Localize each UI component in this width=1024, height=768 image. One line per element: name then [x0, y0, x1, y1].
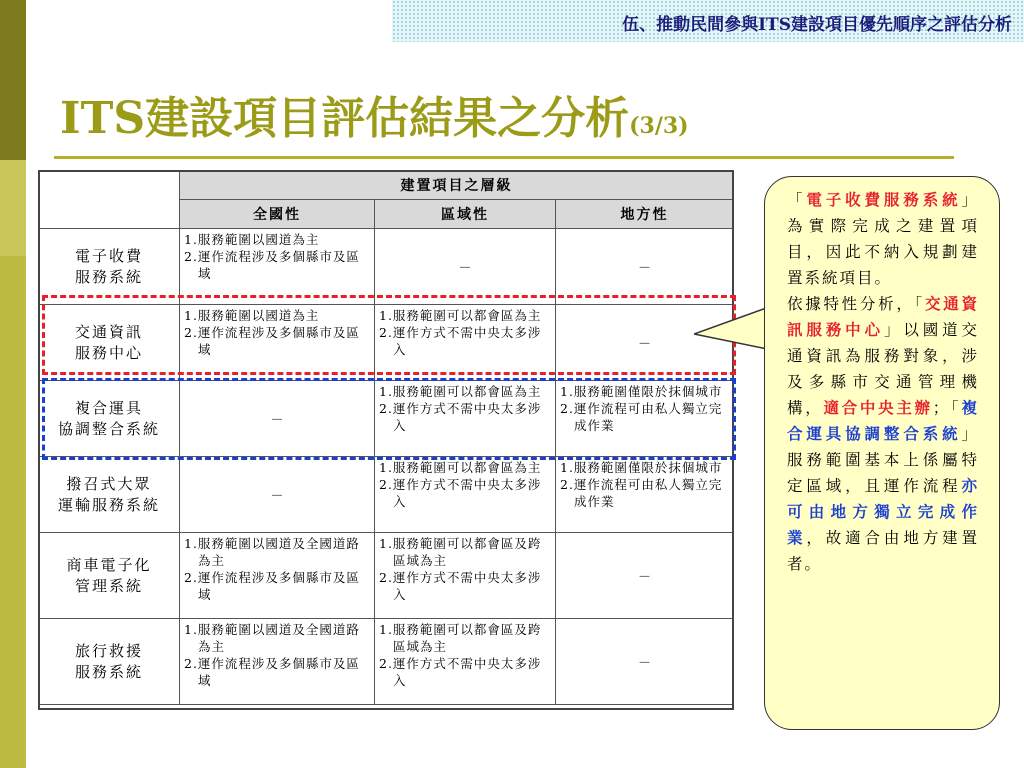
callout-highlight-red: 交通資訊服務中心: [787, 294, 979, 339]
red-highlight-box: [42, 295, 736, 375]
row-name: [39, 229, 180, 305]
column-header-regional: 區域性: [375, 200, 556, 229]
row-name: [39, 619, 180, 705]
section-header-text: 伍、推動民間參與ITS建設項目優先順序之評估分析: [622, 15, 1012, 35]
table-row: [39, 457, 734, 533]
cell-national: －: [180, 457, 375, 533]
cell-item: 1.服務範圍可以都會區為主: [379, 384, 542, 399]
row-name-line: 電子收費: [74, 246, 143, 265]
blue-highlight-box: [42, 378, 736, 460]
cell-item: 2.運作流程涉及多個縣市及區域: [184, 325, 360, 357]
title-underline: [54, 156, 954, 159]
cell-item: 2.運作流程涉及多個縣市及區域: [184, 249, 360, 281]
table-row: [39, 229, 734, 305]
row-name-line: 交通資訊: [74, 322, 143, 341]
cell-item: 1.服務範圍僅限於抹個城市: [560, 384, 723, 399]
row-name-line: 商車電子化: [66, 555, 152, 574]
cell-item: 2.運作流程涉及多個縣市及區域: [184, 656, 360, 688]
cell-item: 2.運作流程涉及多個縣市及區域: [184, 570, 360, 602]
row-name-line: 服務中心: [74, 343, 143, 362]
group-header: 建置項目之層級: [180, 171, 734, 200]
cell-item: 2.運作方式不需中央太多涉入: [379, 477, 542, 509]
callout-highlight-blue: 亦可由地方獨立完成作業: [787, 476, 979, 547]
callout-text: 」為實際完成之建置項目，因此不納入規劃建置系統項目。: [787, 191, 979, 287]
table-header-row: [39, 171, 734, 200]
cell-national: [180, 533, 375, 619]
cell-local: －: [556, 619, 734, 705]
callout-text: 依據特性分析，「: [787, 295, 926, 313]
row-name-line: 協調整合系統: [57, 419, 160, 438]
left-decor-block-mid: [0, 160, 26, 256]
callout-highlight-red: 電子收費服務系統: [806, 190, 962, 209]
left-decor-bar: [0, 0, 26, 768]
table-row: [39, 619, 734, 705]
callout-pointer: [694, 296, 774, 366]
callout-text: ；「: [932, 399, 962, 417]
row-name-line: 撥召式大眾: [66, 474, 152, 493]
column-header-local: 地方性: [556, 200, 734, 229]
callout-paragraph-2: [787, 291, 979, 577]
table-corner-cell: [39, 171, 180, 229]
cell-national: [180, 619, 375, 705]
callout-text: ，故適合由地方建置者。: [787, 529, 979, 573]
callout-paragraph-1: [787, 187, 979, 291]
slide-title: [60, 82, 689, 146]
callout-text: 」服務範圍基本上係屬特定區域，且運作流程: [787, 425, 979, 495]
analysis-callout: [764, 176, 1000, 730]
cell-item: 1.服務範圍以國道及全國道路為主: [184, 622, 360, 654]
cell-item: 2.運作方式不需中央太多涉入: [379, 570, 542, 602]
cell-regional: [375, 533, 556, 619]
callout-highlight-red: 適合中央主辦: [823, 398, 933, 417]
cell-regional: [375, 619, 556, 705]
slide-title-main: ITS建設項目評估結果之分析: [60, 93, 630, 144]
cell-item: 1.服務範圍可以都會區為主: [379, 460, 542, 475]
cell-item: 1.服務範圍可以都會區及跨區域為主: [379, 536, 542, 568]
callout-text: 「: [787, 191, 807, 209]
cell-item: 1.服務範圍可以都會區及跨區域為主: [379, 622, 542, 654]
cell-item: 1.服務範圍以國道為主: [184, 232, 320, 247]
callout-highlight-blue: 複合運具協調整合系統: [787, 398, 979, 443]
cell-item: 1.服務範圍以國道及全國道路為主: [184, 536, 360, 568]
cell-local: －: [556, 305, 734, 381]
cell-item: 1.服務範圍以國道為主: [184, 308, 320, 323]
left-decor-block-light: [0, 256, 26, 768]
slide-title-suffix: (3/3): [629, 113, 689, 139]
cell-local: [556, 457, 734, 533]
section-header: [392, 0, 1024, 42]
row-name-line: 運輸服務系統: [57, 495, 160, 514]
cell-item: 2.運作流程可由私人獨立完成作業: [560, 477, 723, 509]
cell-item: 2.運作方式不需中央太多涉入: [379, 656, 542, 688]
cell-national: [180, 229, 375, 305]
cell-item: 2.運作方式不需中央太多涉入: [379, 401, 542, 433]
row-name: [39, 457, 180, 533]
cell-item: 1.服務範圍可以都會區為主: [379, 308, 542, 323]
row-name-line: 服務系統: [74, 662, 143, 681]
cell-local: －: [556, 229, 734, 305]
row-name: [39, 533, 180, 619]
table-row: [39, 533, 734, 619]
cell-national: －: [180, 381, 375, 457]
row-name-line: 複合運具: [74, 398, 143, 417]
row-name-line: 旅行救援: [74, 641, 143, 660]
row-name-line: 管理系統: [74, 576, 143, 595]
row-name-line: 服務系統: [74, 267, 143, 286]
callout-text: 」以國道交通資訊為服務對象，涉及多縣市交通管理機構，: [787, 321, 979, 417]
cell-regional: [375, 457, 556, 533]
cell-item: 2.運作方式不需中央太多涉入: [379, 325, 542, 357]
cell-item: 2.運作流程可由私人獨立完成作業: [560, 401, 723, 433]
left-decor-block-dark: [0, 0, 26, 160]
column-header-national: 全國性: [180, 200, 375, 229]
cell-regional: －: [375, 229, 556, 305]
cell-local: －: [556, 533, 734, 619]
cell-item: 1.服務範圍僅限於抹個城市: [560, 460, 723, 475]
